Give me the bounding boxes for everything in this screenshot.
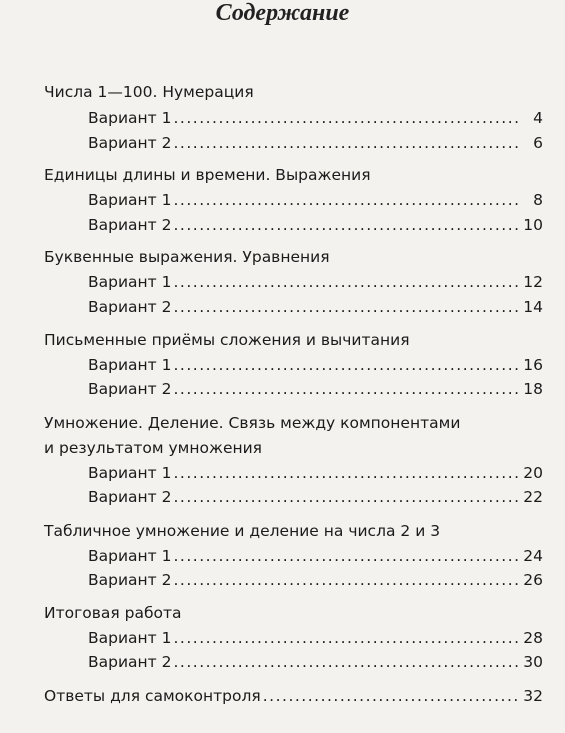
dot-leader [174, 484, 520, 510]
entry-label: Вариант 1 [88, 356, 172, 374]
toc-entry[interactable] [88, 212, 543, 238]
section-title-continued: и результатом умножения [44, 439, 263, 457]
toc-entry[interactable] [88, 625, 543, 651]
dot-leader [174, 625, 520, 651]
section-title: Умножение. Деление. Связь между компонентами [44, 414, 461, 432]
entry-label: Вариант 1 [88, 191, 172, 209]
entry-label: Вариант 2 [88, 134, 172, 152]
entry-label: Вариант 1 [88, 464, 172, 482]
page-number: 32 [523, 687, 543, 705]
toc-entry-answers[interactable] [44, 683, 543, 709]
page-number: 14 [523, 298, 543, 316]
entry-label: Вариант 1 [88, 629, 172, 647]
section-title: Письменные приёмы сложения и вычитания [44, 331, 410, 349]
toc-entry[interactable] [88, 352, 543, 378]
entry-label: Ответы для самоконтроля [44, 687, 261, 705]
entry-label: Вариант 2 [88, 571, 172, 589]
section-title: Числа 1—100. Нумерация [44, 83, 254, 101]
page-title: Содержание [215, 0, 350, 26]
entry-label: Вариант 1 [88, 547, 172, 565]
entry-label: Вариант 2 [88, 380, 172, 398]
toc-entry[interactable] [88, 460, 543, 486]
section-title: Буквенные выражения. Уравнения [44, 248, 330, 266]
toc-entry[interactable] [88, 130, 543, 156]
entry-label: Вариант 2 [88, 216, 172, 234]
entry-label: Вариант 2 [88, 488, 172, 506]
dot-leader [174, 105, 522, 131]
toc-entry[interactable] [88, 484, 543, 510]
toc-entry[interactable] [88, 294, 543, 320]
page-number: 24 [523, 547, 543, 565]
dot-leader [174, 352, 520, 378]
toc-entry[interactable] [88, 543, 543, 569]
dot-leader [174, 269, 520, 295]
page-number: 4 [533, 109, 543, 127]
dot-leader [174, 567, 520, 593]
section-title: Единицы длины и времени. Выражения [44, 166, 371, 184]
dot-leader [174, 212, 520, 238]
page-number: 28 [523, 629, 543, 647]
toc-entry[interactable] [88, 187, 543, 213]
entry-label: Вариант 2 [88, 298, 172, 316]
page-number: 10 [523, 216, 543, 234]
dot-leader [174, 294, 520, 320]
page-number: 18 [523, 380, 543, 398]
toc-entry[interactable] [88, 105, 543, 131]
entry-label: Вариант 1 [88, 109, 172, 127]
toc-entry[interactable] [88, 376, 543, 402]
dot-leader [174, 543, 520, 569]
dot-leader [174, 376, 520, 402]
page-number: 22 [523, 488, 543, 506]
toc-entry[interactable] [88, 649, 543, 675]
entry-label: Вариант 2 [88, 653, 172, 671]
section-title: Итоговая работа [44, 604, 182, 622]
page-number: 26 [523, 571, 543, 589]
dot-leader [174, 130, 522, 156]
page-number: 20 [523, 464, 543, 482]
entry-label: Вариант 1 [88, 273, 172, 291]
page-number: 6 [533, 134, 543, 152]
dot-leader [263, 683, 520, 709]
page-number: 8 [533, 191, 543, 209]
section-title: Табличное умножение и деление на числа 2 и 3 [44, 522, 441, 540]
toc-entry[interactable] [88, 269, 543, 295]
page-number: 12 [523, 273, 543, 291]
toc-entry[interactable] [88, 567, 543, 593]
dot-leader [174, 187, 522, 213]
page-number: 16 [523, 356, 543, 374]
page-number: 30 [523, 653, 543, 671]
dot-leader [174, 460, 520, 486]
dot-leader [174, 649, 520, 675]
